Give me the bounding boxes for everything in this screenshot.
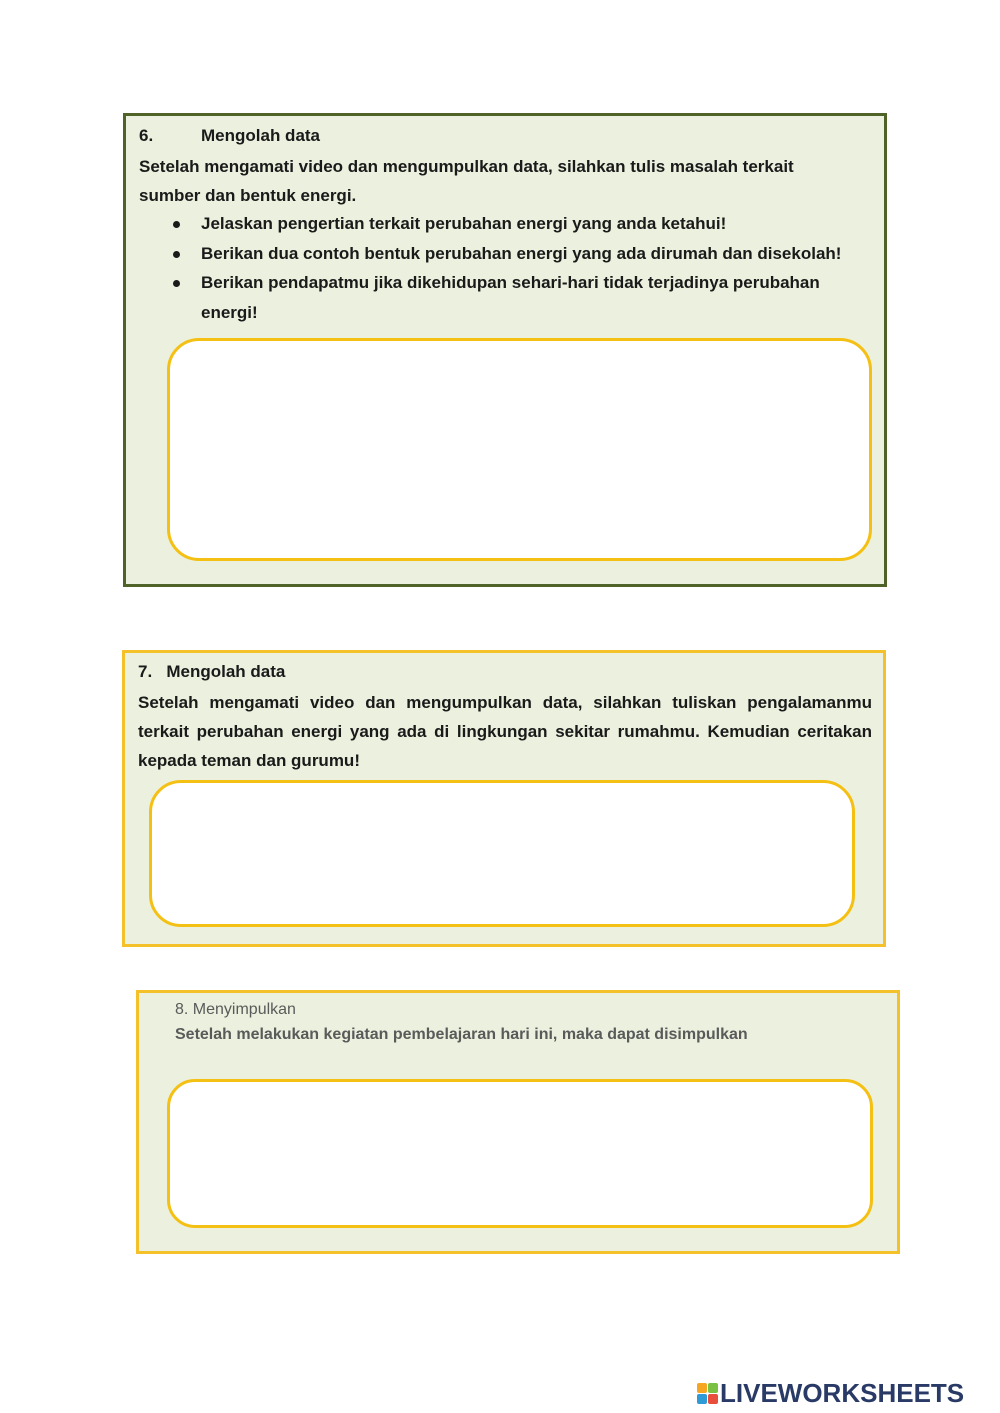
logo-tile: [708, 1394, 718, 1404]
bullet-icon: [173, 221, 180, 228]
section-6-instruction: Setelah mengamati video dan mengumpulkan data, silahkan tulis masalah terkait sumber dan bentuk energi.: [139, 157, 794, 205]
section-6-question-list: [139, 209, 879, 327]
question-text: Berikan pendapatmu jika dikehidupan sehari-hari tidak terjadinya perubahan energi!: [201, 273, 820, 322]
section-7-heading: 7. Mengolah data: [138, 662, 286, 681]
section-7-instruction: Setelah mengamati video dan mengumpulkan data, silahkan tuliskan pengalamanmu terkait perubahan energi yang ada di lingkungan sekitar rumahmu. Kemudian ceritakan kepada teman dan gurumu!: [138, 693, 872, 770]
section-8-answer-box[interactable]: [167, 1079, 873, 1228]
section-8-instruction: Setelah melakukan kegiatan pembelajaran hari ini, maka dapat disimpulkan: [175, 1026, 748, 1043]
logo-tile: [708, 1383, 718, 1393]
question-item: [139, 239, 879, 269]
question-text: Berikan dua contoh bentuk perubahan energi yang ada dirumah dan disekolah!: [201, 243, 842, 263]
section-6-heading: [139, 126, 320, 146]
logo-tile: [697, 1383, 707, 1393]
section-7-answer-box[interactable]: [149, 780, 855, 927]
question-text: Jelaskan pengertian terkait perubahan energi yang anda ketahui!: [201, 214, 727, 233]
section-6-answer-box[interactable]: [167, 338, 872, 561]
section-8-heading: 8. Menyimpulkan: [175, 1001, 296, 1018]
section-6-number: 6.: [139, 126, 154, 145]
bullet-icon: [173, 280, 180, 287]
question-item: [139, 209, 879, 239]
logo-tile: [697, 1394, 707, 1404]
section-7-panel: [122, 650, 886, 947]
liveworksheets-logo-icon: [697, 1383, 718, 1404]
logo-text: LIVEWORKSHEETS: [720, 1377, 965, 1408]
liveworksheets-logo[interactable]: [697, 1378, 964, 1408]
section-6-title: Mengolah data: [201, 126, 321, 145]
bullet-icon: [173, 251, 180, 258]
question-item: [139, 268, 879, 327]
section-6-panel: [123, 113, 887, 587]
section-8-panel: [136, 990, 900, 1254]
